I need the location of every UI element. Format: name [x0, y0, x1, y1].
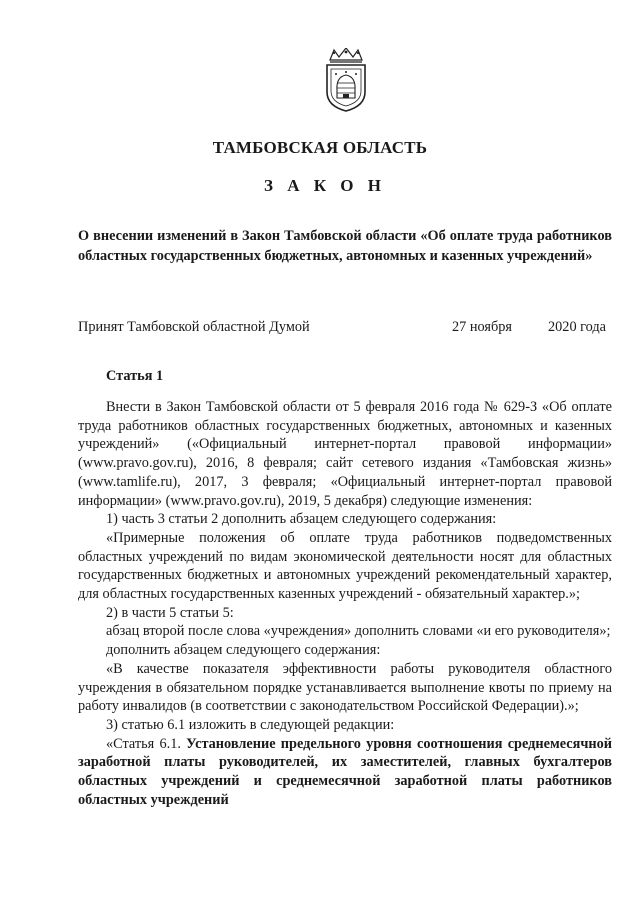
adoption-date-year: 2020 года — [548, 319, 607, 335]
paragraph: Внести в Закон Тамбовской области от 5 февраля 2016 года № 629-З «Об оплате труда работников областных государственных бюджетных, автономных и казенных учреждений» («Официальный интернет-портал правовой информации» (www.pravo.gov.ru), 2016, 8 февраля; сайт сетевого издания «Тамбовская жизнь» (www.tamlife.ru), 2017, 3 февраля; «Официальный интернет-портал правовой информации» (www.pravo.gov.ru), 2019, 5 декабря) следующие изменения: — [78, 399, 612, 509]
law-subject: О внесении изменений в Закон Тамбовской области «Об оплате труда работников областных государственных бюджетных, автономных и казенных учреждений» — [78, 228, 612, 264]
paragraph: «Примерные положения об оплате труда работников подведомственных областных учреждений по видам экономической деятельности носят для областных государственных бюджетных и автономных учреждений рекомендательный характер, для областных государственных казенных учреждений - обязательный характер.»; — [78, 529, 612, 603]
paragraph: 2) в части 5 статьи 5: — [106, 604, 234, 621]
adoption-date-day-month: 27 ноября — [452, 319, 512, 335]
adoption-line — [78, 317, 612, 337]
article-body — [78, 398, 612, 809]
region-title: ТАМБОВСКАЯ ОБЛАСТЬ — [212, 138, 428, 157]
article-heading: Статья 1 — [106, 368, 164, 384]
article-6-1-prefix: «Статья 6.1. — [106, 735, 181, 752]
article-6-1-heading-paragraph — [78, 735, 612, 810]
paragraph: абзац второй после слова «учреждения» дополнить словами «и его руководителя»; — [106, 623, 611, 640]
paragraph: дополнить абзацем следующего содержания: — [106, 642, 381, 659]
article-6-1-title: Установление предельного уровня соотношения среднемесячной заработной платы руководителей, их заместителей, главных бухгалтеров областных учреждений и среднемесячной заработной платы работников областных учреждений — [78, 735, 613, 808]
paragraph: «В качестве показателя эффективности работы руководителя областного учреждения в обязательном порядке устанавливается выполнение квоты по приему на работу инвалидов (в соответствии с законодательством Российской Федерации).»; — [78, 660, 612, 715]
tambov-coat-of-arms-emblem — [322, 48, 370, 112]
paragraph: 1) часть 3 статьи 2 дополнить абзацем следующего содержания: — [106, 511, 497, 528]
document-type-title: З А К О Н — [263, 176, 387, 195]
paragraph: 3) статью 6.1 изложить в следующей редакции: — [106, 716, 395, 733]
adopted-by-text: Принят Тамбовской областной Думой — [78, 319, 310, 335]
